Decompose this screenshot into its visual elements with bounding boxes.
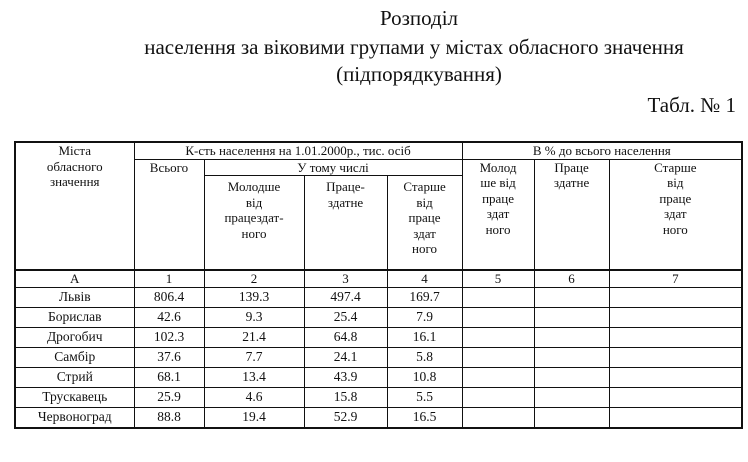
header-total: Всього bbox=[134, 159, 204, 270]
table-row bbox=[15, 307, 742, 327]
empty-cell bbox=[609, 327, 742, 347]
index-cell: А bbox=[15, 270, 134, 288]
empty-cell bbox=[609, 347, 742, 367]
city-cell: Самбір bbox=[15, 347, 134, 367]
city-cell: Борислав bbox=[15, 307, 134, 327]
older-cell: 16.1 bbox=[387, 327, 462, 347]
empty-cell bbox=[609, 287, 742, 307]
header-city: Міста обласного значення bbox=[15, 142, 134, 270]
empty-cell bbox=[534, 327, 609, 347]
older-cell: 7.9 bbox=[387, 307, 462, 327]
young-cell: 13.4 bbox=[204, 367, 304, 387]
header-group-percent: В % до всього населення bbox=[462, 142, 742, 159]
table-row bbox=[15, 327, 742, 347]
empty-cell bbox=[609, 367, 742, 387]
empty-cell bbox=[609, 307, 742, 327]
total-cell: 88.8 bbox=[134, 407, 204, 428]
young-cell: 21.4 bbox=[204, 327, 304, 347]
empty-cell bbox=[534, 347, 609, 367]
empty-cell bbox=[534, 287, 609, 307]
working-cell: 52.9 bbox=[304, 407, 387, 428]
index-cell: 3 bbox=[304, 270, 387, 288]
city-cell: Червоноград bbox=[15, 407, 134, 428]
header-subgroup: У тому числі bbox=[204, 159, 462, 176]
header-young: Молодше від працездат- ного bbox=[204, 176, 304, 270]
empty-cell bbox=[462, 347, 534, 367]
header-pct-young: Молод ше від праце здат ного bbox=[462, 159, 534, 270]
older-cell: 16.5 bbox=[387, 407, 462, 428]
table-row bbox=[15, 387, 742, 407]
working-cell: 24.1 bbox=[304, 347, 387, 367]
total-cell: 37.6 bbox=[134, 347, 204, 367]
total-cell: 102.3 bbox=[134, 327, 204, 347]
header-pct-older: Старше від праце здат ного bbox=[609, 159, 742, 270]
index-cell: 6 bbox=[534, 270, 609, 288]
older-cell: 5.8 bbox=[387, 347, 462, 367]
city-cell: Львів bbox=[15, 287, 134, 307]
header-working: Праце- здатне bbox=[304, 176, 387, 270]
header-group-count: К-сть населення на 1.01.2000р., тис. осіб bbox=[134, 142, 462, 159]
empty-cell bbox=[534, 407, 609, 428]
working-cell: 25.4 bbox=[304, 307, 387, 327]
header-pct-working: Праце здатне bbox=[534, 159, 609, 270]
empty-cell bbox=[609, 407, 742, 428]
index-cell: 5 bbox=[462, 270, 534, 288]
empty-cell bbox=[534, 387, 609, 407]
document-subtitle: населення за віковими групами у містах обласного значення bbox=[144, 35, 684, 59]
total-cell: 25.9 bbox=[134, 387, 204, 407]
table-row bbox=[15, 367, 742, 387]
empty-cell bbox=[462, 287, 534, 307]
index-cell: 4 bbox=[387, 270, 462, 288]
index-cell: 7 bbox=[609, 270, 742, 288]
city-cell: Дрогобич bbox=[15, 327, 134, 347]
table-number: Табл. № 1 bbox=[647, 93, 736, 117]
city-cell: Трускавець bbox=[15, 387, 134, 407]
total-cell: 806.4 bbox=[134, 287, 204, 307]
young-cell: 4.6 bbox=[204, 387, 304, 407]
index-cell: 1 bbox=[134, 270, 204, 288]
index-cell: 2 bbox=[204, 270, 304, 288]
empty-cell bbox=[534, 367, 609, 387]
young-cell: 19.4 bbox=[204, 407, 304, 428]
working-cell: 43.9 bbox=[304, 367, 387, 387]
table-row bbox=[15, 287, 742, 307]
document-subtitle-note: (підпорядкування) bbox=[336, 62, 502, 86]
total-cell: 42.6 bbox=[134, 307, 204, 327]
older-cell: 5.5 bbox=[387, 387, 462, 407]
working-cell: 64.8 bbox=[304, 327, 387, 347]
empty-cell bbox=[462, 327, 534, 347]
working-cell: 497.4 bbox=[304, 287, 387, 307]
population-table bbox=[14, 141, 743, 429]
empty-cell bbox=[534, 307, 609, 327]
working-cell: 15.8 bbox=[304, 387, 387, 407]
young-cell: 7.7 bbox=[204, 347, 304, 367]
empty-cell bbox=[609, 387, 742, 407]
young-cell: 9.3 bbox=[204, 307, 304, 327]
city-cell: Стрий bbox=[15, 367, 134, 387]
header-older: Старше від праце здат ного bbox=[387, 176, 462, 270]
table-row bbox=[15, 347, 742, 367]
young-cell: 139.3 bbox=[204, 287, 304, 307]
index-row bbox=[15, 270, 742, 288]
empty-cell bbox=[462, 307, 534, 327]
document-title: Розподіл bbox=[379, 6, 459, 30]
empty-cell bbox=[462, 407, 534, 428]
empty-cell bbox=[462, 387, 534, 407]
table-row bbox=[15, 407, 742, 428]
older-cell: 169.7 bbox=[387, 287, 462, 307]
empty-cell bbox=[462, 367, 534, 387]
older-cell: 10.8 bbox=[387, 367, 462, 387]
total-cell: 68.1 bbox=[134, 367, 204, 387]
